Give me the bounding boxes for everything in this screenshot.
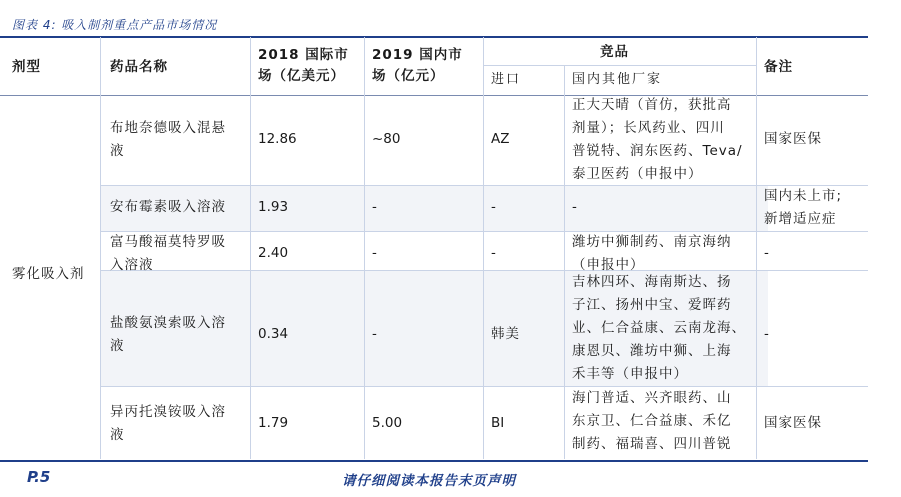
col-divider <box>564 65 565 459</box>
header-market-2018 <box>258 45 349 87</box>
remark: - <box>764 326 770 342</box>
domestic-line: 潍坊中狮制药、南京海纳 <box>572 234 732 250</box>
domestic-line: 海门普适、兴齐眼药、山 <box>572 390 732 406</box>
domestic-line: 禾丰等（申报中） <box>572 366 688 382</box>
domestic-line: 正大天晴（首仿，获批高 <box>572 97 732 113</box>
market-2018-value: 0.34 <box>258 326 289 342</box>
market-2019-value: - <box>372 326 377 342</box>
domestic-line: 康恩贝、潍坊中狮、上海 <box>572 343 732 359</box>
col-divider <box>364 37 365 459</box>
domestic-line: 制药、福瑞喜、四川普锐 <box>572 436 732 452</box>
domestic-line: 剂量）；长风药业、四川 <box>572 120 725 136</box>
domestic-line: （申报中） <box>572 257 645 273</box>
domestic-line: 吉林四环、海南斯达、扬 <box>572 274 732 290</box>
drug-name-line: 富马酸福莫特罗吸 <box>110 234 226 250</box>
header-market-2018-line2: 场（亿美元） <box>258 68 345 84</box>
market-2019-value: ~80 <box>372 131 401 147</box>
market-2018-value: 2.40 <box>258 245 289 261</box>
market-2018-value: 1.79 <box>258 415 289 431</box>
col-divider <box>756 37 757 459</box>
drug-name-line: 液 <box>110 338 125 354</box>
drug-name <box>110 312 226 358</box>
domestic-line: 子江、扬州中宝、爱晖药 <box>572 297 732 313</box>
remark: 国家医保 <box>764 415 822 431</box>
header-drug-name: 药品名称 <box>110 59 168 75</box>
domestic-manufacturers <box>572 271 746 386</box>
disclaimer-text: 请仔细阅读本报告末页声明 <box>342 473 516 489</box>
figure-caption: 图表 4: 吸入制剂重点产品市场情况 <box>12 18 218 32</box>
drug-name-line: 布地奈德吸入混悬 <box>110 120 226 136</box>
dosage-form-value: 雾化吸入剂 <box>12 266 85 282</box>
domestic-line: 泰卫医药（申报中） <box>572 166 703 182</box>
import-value: - <box>491 245 496 261</box>
header-import: 进口 <box>491 72 522 87</box>
header-competitors: 竞品 <box>600 44 629 60</box>
remark <box>764 185 842 231</box>
drug-name <box>110 231 226 277</box>
drug-name: 安布霉素吸入溶液 <box>110 199 226 215</box>
drug-name-line: 异丙托溴铵吸入溶 <box>110 404 226 420</box>
import-value: - <box>491 199 496 215</box>
header-market-2019 <box>372 45 463 87</box>
market-2018-value: 1.93 <box>258 199 289 215</box>
import-value: AZ <box>491 131 510 147</box>
drug-name-line: 液 <box>110 427 125 443</box>
domestic-manufacturers <box>572 387 732 456</box>
market-2019-value: - <box>372 199 377 215</box>
row-divider <box>100 185 868 186</box>
header-market-2019-line2: 场（亿元） <box>372 68 445 84</box>
header-remarks: 备注 <box>764 59 793 75</box>
domestic-line: 东京卫、仁合益康、禾亿 <box>572 413 732 429</box>
remark: 国家医保 <box>764 131 822 147</box>
domestic-manufacturers <box>572 94 743 186</box>
drug-name <box>110 401 226 447</box>
domestic-line: 普锐特、润东医药、Teva/ <box>572 143 743 159</box>
col-divider <box>250 37 251 459</box>
drug-name-line: 盐酸氨溴索吸入溶 <box>110 315 226 331</box>
remark-line: 国内未上市; <box>764 188 843 204</box>
footer-divider <box>0 460 868 462</box>
market-2019-value: 5.00 <box>372 415 403 431</box>
competitor-sub-border <box>483 65 756 66</box>
page-number: P.5 <box>27 468 51 486</box>
market-2019-value: - <box>372 245 377 261</box>
row-divider <box>100 386 868 387</box>
domestic-manufacturers: - <box>572 199 578 215</box>
market-2018-value: 12.86 <box>258 131 297 147</box>
header-dosage-form: 剂型 <box>12 59 41 75</box>
col-divider <box>100 37 101 459</box>
remark-line: 新增适应症 <box>764 211 837 227</box>
domestic-line: 业、仁合益康、云南龙海、 <box>572 320 746 336</box>
caption-divider <box>0 36 868 38</box>
col-divider <box>483 37 484 459</box>
remark: - <box>764 245 770 261</box>
header-market-2019-line1: 2019 国内市 <box>372 47 463 63</box>
drug-name-line: 液 <box>110 143 125 159</box>
header-market-2018-line1: 2018 国际市 <box>258 47 349 63</box>
import-value: BI <box>491 415 505 431</box>
drug-name-line: 入溶液 <box>110 257 154 273</box>
header-domestic: 国内其他厂家 <box>572 72 663 87</box>
import-value: 韩美 <box>491 326 520 342</box>
drug-name <box>110 117 226 163</box>
